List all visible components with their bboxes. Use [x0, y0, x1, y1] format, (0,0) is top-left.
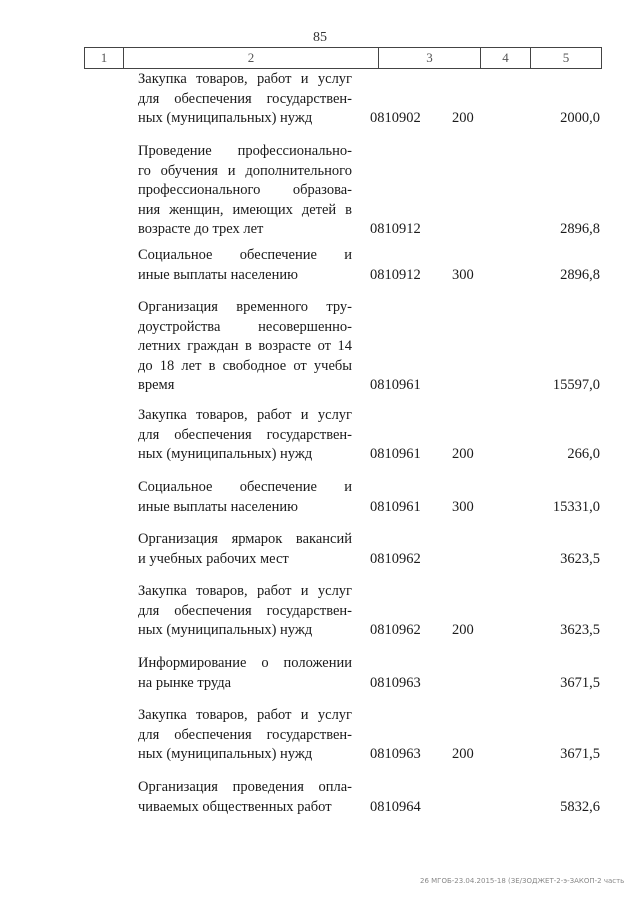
description-line: Информирование о положении	[138, 655, 352, 671]
header-col-1: 1	[84, 48, 124, 68]
row-description	[138, 478, 352, 517]
description-line: на рынке труда	[138, 674, 232, 691]
description-line: летних граждан в возрасте от 14	[138, 338, 352, 354]
description-line: чиваемых общественных работ	[138, 798, 332, 815]
row-description	[138, 706, 352, 765]
row-amount: 2896,8	[560, 221, 600, 237]
description-line: для обеспечения государствен-	[138, 90, 352, 107]
description-line: ных (муниципальных) нужд	[138, 446, 313, 462]
row-amount: 3623,5	[560, 622, 600, 638]
row-description	[138, 142, 352, 240]
description-line: Социальное обеспечение и	[138, 479, 352, 495]
row-expense-type: 300	[452, 266, 474, 283]
row-expense-type: 200	[452, 110, 474, 126]
header-col-2: 2	[124, 48, 379, 68]
row-description	[138, 530, 352, 569]
row-code: 0810962	[370, 622, 421, 638]
header-col-4: 4	[481, 48, 531, 68]
description-line: Закупка товаров, работ и услуг	[138, 707, 352, 723]
description-line: Проведение профессионально-	[138, 143, 352, 159]
description-line: до 18 лет в свободное от учебы	[138, 357, 352, 374]
description-line: профессионального образова-	[138, 182, 352, 198]
row-description	[138, 246, 352, 285]
row-code: 0810961	[370, 498, 421, 515]
row-code: 0810902	[370, 110, 421, 126]
row-expense-type: 300	[452, 498, 474, 515]
description-line: ных (муниципальных) нужд	[138, 622, 313, 638]
row-code: 0810964	[370, 798, 421, 815]
row-code: 0810912	[370, 266, 421, 283]
row-code: 0810961	[370, 446, 421, 462]
description-line: возрасте до трех лет	[138, 221, 264, 237]
row-amount: 2896,8	[560, 266, 600, 283]
row-expense-type: 200	[452, 622, 474, 638]
row-description	[138, 298, 352, 396]
row-amount: 2000,0	[560, 110, 600, 126]
description-line: ных (муниципальных) нужд	[138, 110, 313, 126]
row-description	[138, 582, 352, 641]
footer-stamp: 26 МГОБ-23.04.2015-18 (ЗЕ/ЗОДЖЕТ-2-э-ЗАКОП-2 часть	[420, 877, 625, 885]
row-description	[138, 778, 352, 817]
description-line: Закупка товаров, работ и услуг	[138, 583, 352, 599]
page-number: 85	[313, 30, 327, 45]
description-line: Закупка товаров, работ и услуг	[138, 407, 352, 423]
description-line: го обучения и дополнительного	[138, 162, 352, 179]
row-amount: 3623,5	[560, 550, 600, 567]
row-amount: 266,0	[567, 446, 600, 462]
row-description	[138, 406, 352, 465]
description-line: Организация временного тру-	[138, 299, 352, 315]
description-line: для обеспечения государствен-	[138, 426, 352, 443]
description-line: доустройства несовершенно-	[138, 318, 352, 335]
description-line: для обеспечения государствен-	[138, 602, 352, 619]
row-description	[138, 654, 352, 693]
row-code: 0810961	[370, 377, 421, 393]
description-line: ных (муниципальных) нужд	[138, 746, 313, 762]
row-code: 0810962	[370, 550, 421, 567]
description-line: Организация проведения опла-	[138, 779, 352, 795]
row-code: 0810963	[370, 746, 421, 762]
description-line: ния женщин, имеющих детей в	[138, 201, 352, 218]
description-line: Социальное обеспечение и	[138, 247, 352, 263]
table-header	[84, 47, 602, 69]
row-amount: 3671,5	[560, 746, 600, 762]
row-code: 0810963	[370, 674, 421, 691]
description-line: для обеспечения государствен-	[138, 726, 352, 743]
description-line: время	[138, 377, 175, 393]
row-amount: 15597,0	[552, 377, 600, 393]
row-amount: 5832,6	[560, 798, 600, 815]
row-expense-type: 200	[452, 446, 474, 462]
row-description	[138, 70, 352, 129]
row-amount: 3671,5	[560, 674, 600, 691]
header-col-5: 5	[531, 48, 602, 68]
description-line: иные выплаты населению	[138, 266, 298, 283]
description-line: Организация ярмарок вакансий	[138, 531, 352, 547]
description-line: и учебных рабочих мест	[138, 550, 289, 567]
row-amount: 15331,0	[552, 498, 600, 515]
header-col-3: 3	[379, 48, 481, 68]
description-line: Закупка товаров, работ и услуг	[138, 71, 352, 87]
row-code: 0810912	[370, 221, 421, 237]
description-line: иные выплаты населению	[138, 498, 298, 515]
row-expense-type: 200	[452, 746, 474, 762]
